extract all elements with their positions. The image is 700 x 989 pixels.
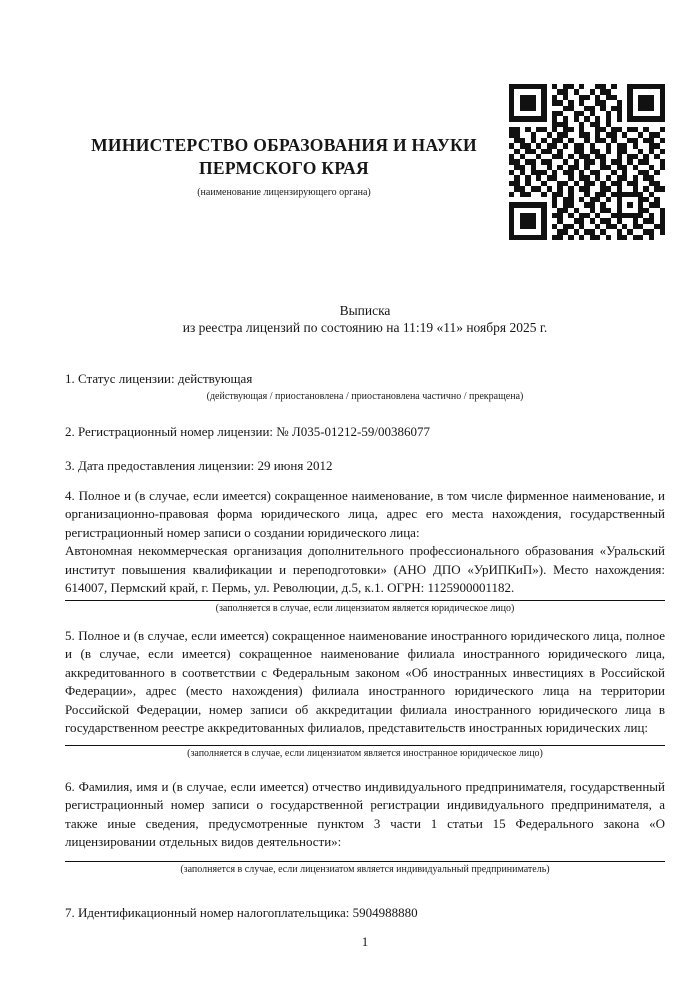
legal-entity-caption: (заполняется в случае, если лицензиатом является юридическое лицо) (215, 602, 515, 614)
entrepreneur-caption: (заполняется в случае, если лицензиатом является индивидуальный предприниматель) (180, 863, 550, 875)
legal-entity-question: 4. Полное и (в случае, если имеется) сокращенное наименование, в том числе фирменное наименование, и организационно-правовая форма юридического лица, адрес его места нахождения, государственный регистрационный номер записи о создании юридического лица: (65, 487, 665, 540)
section-registration-number (65, 422, 665, 442)
fill-line (65, 600, 665, 601)
section-inn (65, 903, 665, 923)
foreign-entity-question: 5. Полное и (в случае, если имеется) сокращенное наименование иностранного юридического лица, полное и (в случае, если имеется) сокращенное наименование филиала иностранного юридического лица, аккредитованного в соответствии с Федеральным законом «Об иностранных инвестициях в Российской Федерации», адрес (место нахождения) филиала иностранного юридического лица на территории Российской Федерации, номер записи об аккредитации филиала иностранного юридического лица в государственном реестре аккредитованных филиалов, представительств иностранных юридических лиц: (65, 627, 665, 735)
document-title (65, 302, 665, 336)
inn-value: 7. Идентификационный номер налогоплательщика: 5904988880 (65, 904, 418, 920)
document-title-line1: Выписка (339, 303, 391, 318)
page-number: 1 (361, 934, 369, 949)
license-status-options-caption: (действующая / приостановлена / приостановлена частично / прекращена) (206, 390, 524, 402)
section-legal-entity (65, 487, 665, 615)
grant-date-value: 3. Дата предоставления лицензии: 29 июня 2012 (65, 458, 333, 473)
registration-number-value: 2. Регистрационный номер лицензии: № Л035-01212-59/00386077 (65, 423, 431, 439)
section-foreign-entity (65, 627, 665, 760)
document-title-line2: из реестра лицензий по состоянию на 11:19 «11» ноября 2025 г. (182, 320, 548, 335)
licensing-authority-block (65, 134, 503, 198)
ministry-name-line1: МИНИСТЕРСТВО ОБРАЗОВАНИЯ И НАУКИ (91, 135, 477, 155)
qr-code (509, 84, 665, 240)
section-license-status (65, 369, 665, 403)
legal-entity-answer: Автономная некоммерческая организация дополнительного профессионального образования «Уральский институт повышения квалификации и переподготовки» (АНО ДПО «УрИПКиП»). Место нахождения: 614007, Пермский край, г. Пермь, ул. Революции, д.5, к.1. ОГРН: 1125900001182. (65, 543, 665, 595)
ministry-name-line2: ПЕРМСКОГО КРАЯ (199, 158, 369, 178)
foreign-entity-caption: (заполняется в случае, если лицензиатом является иностранное юридическое лицо) (187, 747, 543, 759)
fill-line (65, 861, 665, 862)
document-header (65, 0, 665, 240)
ministry-caption: (наименование лицензирующего органа) (197, 187, 371, 198)
fill-line (65, 745, 665, 746)
section-entrepreneur (65, 778, 665, 876)
entrepreneur-question: 6. Фамилия, имя и (в случае, если имеется) отчество индивидуального предпринимателя, государственный регистрационный номер записи о государственной регистрации индивидуального предпринимателя, а также иные сведения, предусмотренные пунктом 3 части 1 статьи 15 Федерального закона «О лицензировании отдельных видов деятельности»: (65, 778, 665, 849)
license-status-value: 1. Статус лицензии: действующая (65, 371, 253, 386)
section-grant-date (65, 456, 665, 476)
